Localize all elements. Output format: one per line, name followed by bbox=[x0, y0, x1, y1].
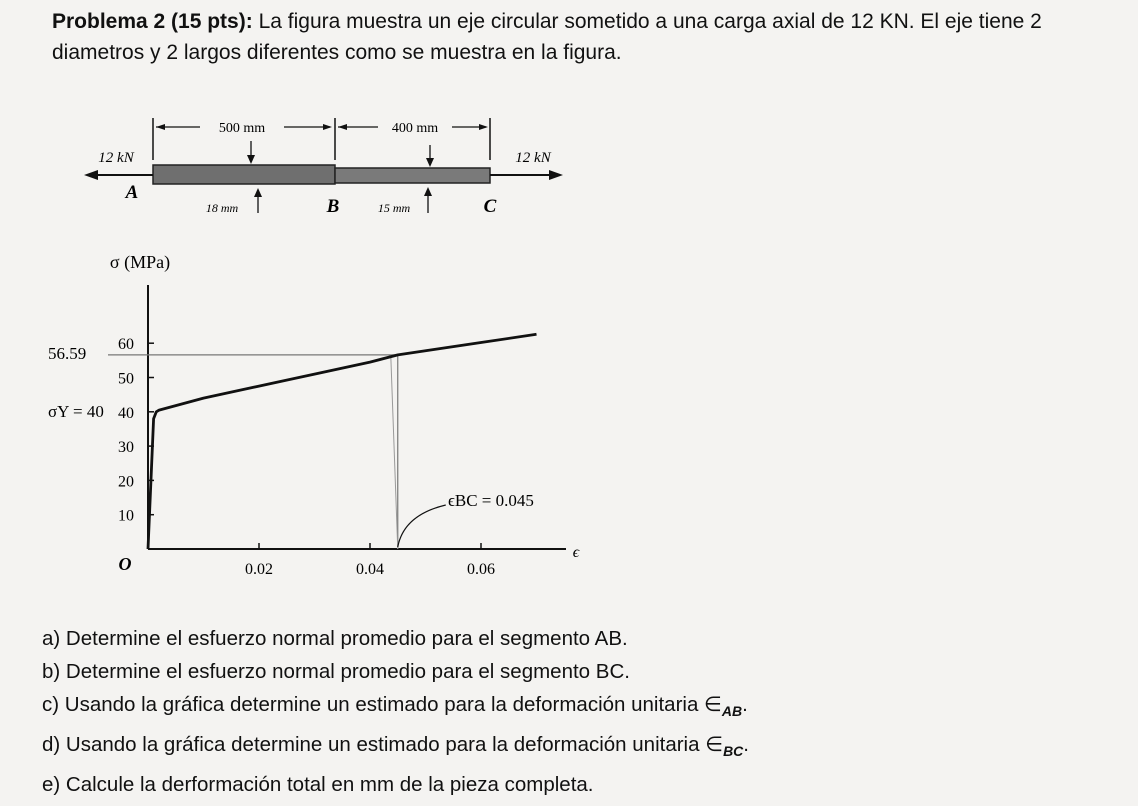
strain-label-leader bbox=[398, 505, 446, 547]
question-c-text: c) Usando la gráfica determine un estimado para la deformación unitaria ∈ bbox=[42, 693, 722, 716]
point-a-label: A bbox=[125, 182, 139, 203]
y-tick-label: 10 bbox=[118, 507, 134, 525]
yield-stress-label: σY = 40 bbox=[48, 402, 104, 421]
load-arrow-right bbox=[549, 170, 563, 180]
question-c bbox=[42, 688, 1102, 728]
point-b-label: B bbox=[326, 196, 340, 217]
segment-bc bbox=[335, 168, 490, 183]
load-arrow-left bbox=[84, 170, 98, 180]
load-left-label: 12 kN bbox=[98, 150, 134, 166]
problem-text: La figura muestra un eje circular sometido a una carga axial de 12 KN. El eje tiene 2 diametros y 2 largos diferentes como se muestra en la figura. bbox=[52, 10, 1042, 64]
question-c-end: . bbox=[742, 693, 748, 716]
diam-ab-label: 18 mm bbox=[205, 201, 239, 215]
x-tick-label: 0.04 bbox=[356, 561, 384, 578]
question-d-end: . bbox=[743, 733, 749, 756]
y-tick-label: 60 bbox=[118, 336, 134, 354]
chart-xlabel: ϵ bbox=[572, 544, 580, 561]
diam-bc-label: 15 mm bbox=[377, 201, 411, 215]
stress-strain-curve bbox=[148, 334, 537, 549]
x-tick-label: 0.06 bbox=[467, 561, 495, 578]
segment-ab bbox=[153, 165, 335, 184]
unloading-line bbox=[391, 355, 398, 549]
strain-bc-label: ϵBC = 0.045 bbox=[448, 491, 534, 510]
question-b: b) Determine el esfuerzo normal promedio para el segmento BC. bbox=[42, 660, 630, 683]
origin-label: O bbox=[118, 554, 132, 574]
stress-value-label: 56.59 bbox=[48, 344, 87, 363]
chart-ylabel: σ (MPa) bbox=[109, 252, 171, 272]
y-tick-label: 50 bbox=[118, 370, 134, 388]
question-c-subscript: AB bbox=[721, 703, 743, 719]
question-e: e) Calcule la derformación total en mm de la pieza completa. bbox=[42, 773, 594, 796]
y-tick-label: 20 bbox=[118, 473, 134, 491]
load-right-label: 12 kN bbox=[515, 150, 551, 166]
question-d-text: d) Usando la gráfica determine un estimado para la deformación unitaria ∈ bbox=[42, 733, 724, 756]
question-d bbox=[42, 728, 1102, 768]
question-list bbox=[42, 622, 1102, 801]
y-tick-label: 30 bbox=[118, 439, 134, 457]
problem-label: Problema 2 (15 pts): bbox=[52, 10, 253, 33]
dim-ab-label: 500 mm bbox=[218, 121, 266, 136]
dim-bc-label: 400 mm bbox=[391, 121, 439, 136]
point-c-label: C bbox=[483, 196, 497, 217]
shaft-diagram bbox=[84, 118, 563, 217]
question-a: a) Determine el esfuerzo normal promedio para el segmento AB. bbox=[42, 627, 628, 650]
stress-strain-chart bbox=[48, 252, 580, 578]
question-d-subscript: BC bbox=[723, 743, 744, 759]
x-tick-label: 0.02 bbox=[245, 561, 273, 578]
y-tick-label: 40 bbox=[118, 404, 134, 422]
